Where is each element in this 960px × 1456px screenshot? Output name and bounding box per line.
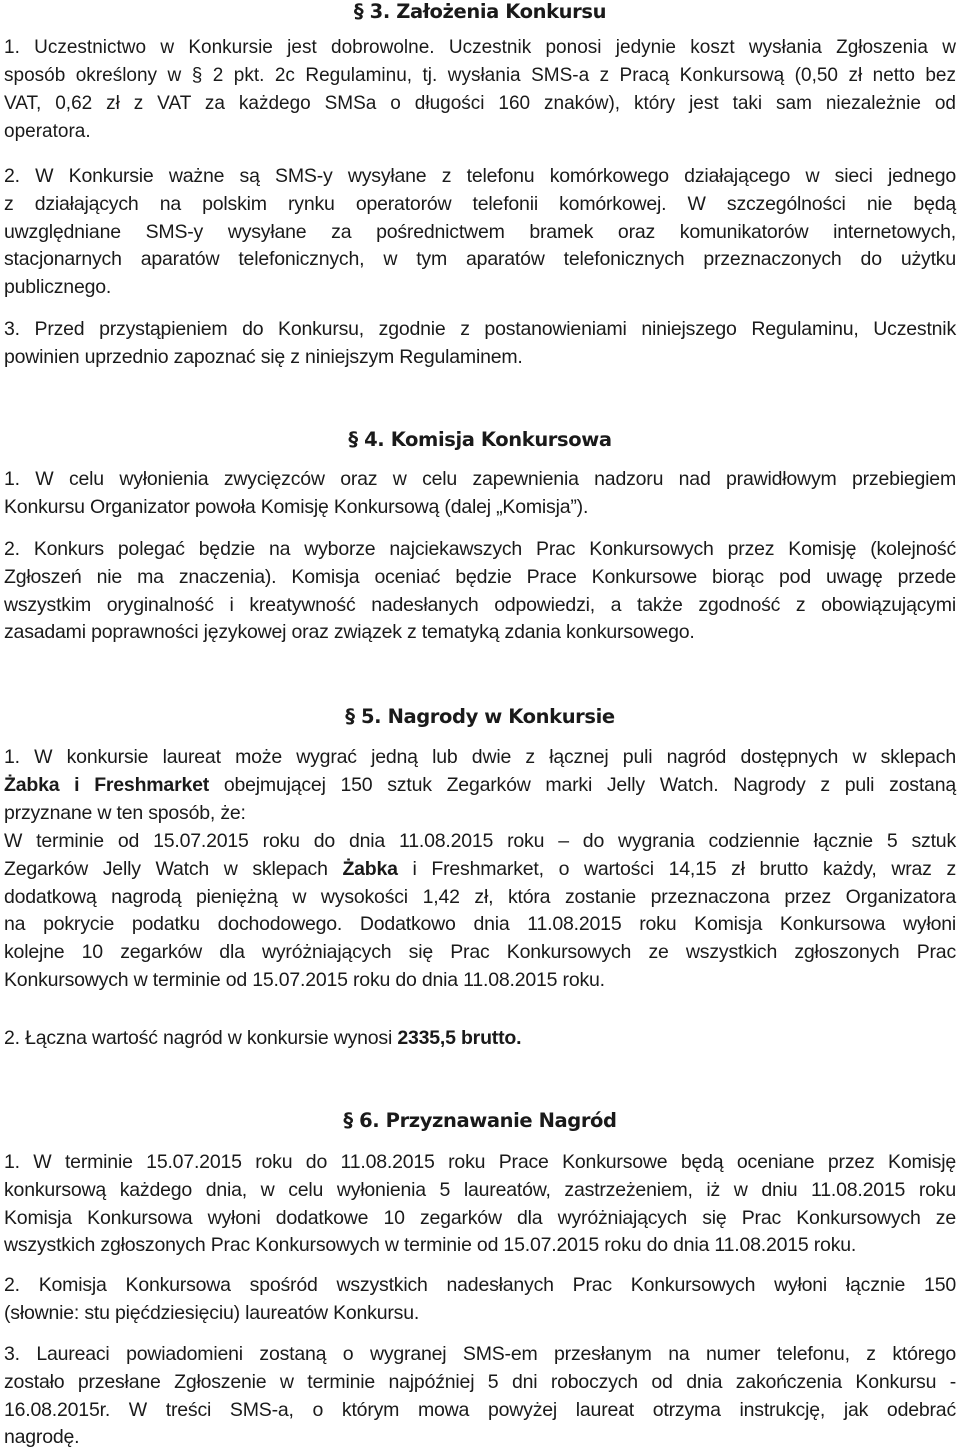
text-fragment: i Freshmarket, o wartości 14,15 zł brutto każdy, wraz z (397, 857, 956, 880)
text-line: (słownie: stu pięćdziesięciu) laureatów Konkursu. (4, 1301, 420, 1324)
text-line (4, 856, 956, 884)
text-line: nagrodę. (4, 1426, 80, 1449)
text-line: 2. Komisja Konkursowa spośród wszystkich nadesłanych Prac Konkursowych wyłoni łącznie 150 (4, 1274, 956, 1296)
s6-paragraph-3 (4, 1341, 956, 1452)
s4-paragraph-1 (4, 466, 956, 522)
text-line: dodatkową nagrodą pieniężną w wysokości 1,42 zł, która zostanie przeznaczona przez Organizatora (4, 885, 956, 908)
text-line: 2. Konkurs polegać będzie na wyborze najciekawszych Prac Konkursowych przez Komisję (kolejność (4, 538, 956, 560)
text-line: Komisja Konkursowa wyłoni dodatkowe 10 zegarków dla wyróżniających się Prac Konkursowych ze (4, 1206, 956, 1229)
text-line: zasadami poprawności językowej oraz związek z tematyką zdania konkursowego. (4, 621, 695, 644)
text-line: wszystkich zgłoszonych Prac Konkursowych w terminie od 15.07.2015 roku do dnia 11.08.2015 roku. (4, 1234, 857, 1257)
section-5-heading: § 5. Nagrody w Konkursie (345, 705, 615, 728)
text-line (4, 772, 956, 800)
section-4-heading: § 4. Komisja Konkursowa (348, 428, 612, 451)
store-name: Żabka (342, 857, 398, 880)
text-fragment: 2. Łączna wartość nagród w konkursie wynosi (4, 1027, 398, 1049)
text-line: Zgłoszeń nie ma znaczenia). Komisja oceniać będzie Prace Konkursowe biorąc pod uwagę przede (4, 565, 956, 588)
text-line: Konkursowych w terminie od 15.07.2015 roku do dnia 11.08.2015 roku. (4, 968, 605, 991)
text-line: przyznane w ten sposób, że: (4, 801, 246, 824)
store-names: Żabka i Freshmarket (4, 773, 210, 796)
text-line: 3. Przed przystąpieniem do Konkursu, zgodnie z postanowieniami niniejszego Regulaminu, Uczestnik (4, 318, 956, 340)
text-line: konkursową każdego dnia, w celu wyłonienia 5 laureatów, zastrzeżeniem, iż w dniu 11.08.2015 roku (4, 1178, 956, 1201)
text-line: operatora. (4, 121, 91, 142)
s5-paragraph-1 (4, 744, 956, 827)
s6-paragraph-1 (4, 1149, 956, 1260)
text-line: 1. Uczestnictwo w Konkursie jest dobrowolne. Uczestnik ponosi jedynie koszt wysłania Zgłoszenia w (4, 37, 956, 58)
text-line: publicznego. (4, 276, 112, 299)
text-line: wszystkim oryginalność i kreatywność nadesłanych odpowiedzi, a także zgodność z obowiązującymi (4, 593, 956, 616)
section-3-heading: § 3. Założenia Konkursu (353, 0, 607, 23)
s5-paragraph-1b (4, 828, 956, 995)
text-line: zostało przesłane Zgłoszenie w terminie najpóźniej 5 dni roboczych od dnia zakończenia Konkursu - (4, 1370, 956, 1393)
text-line: uwzględniane SMS-y wysyłane za pośrednictwem bramek oraz komunikatorów internetowych, (4, 220, 956, 243)
text-line: W terminie od 15.07.2015 roku do dnia 11.08.2015 roku – do wygrania codziennie łącznie 5 sztuk (4, 830, 956, 852)
text-line: kolejne 10 zegarków dla wyróżniających się Prac Konkursowych ze wszystkich zgłoszonych Prac (4, 941, 956, 964)
text-line: z działających na polskim rynku operatorów telefonii komórkowej. W szczególności nie będą (4, 192, 956, 215)
text-line: 1. W konkursie laureat może wygrać jedną lub dwie z łącznej puli nagród dostępnych w sklepach (4, 746, 956, 768)
s5-paragraph-2 (4, 1025, 956, 1053)
text-line: 2. W Konkursie ważne są SMS-y wysyłane z telefonu komórkowego działającego w sieci jednego (4, 165, 956, 187)
s6-paragraph-2 (4, 1272, 956, 1328)
text-line: 3. Laureaci powiadomieni zostaną o wygranej SMS-em przesłanym na numer telefonu, z którego (4, 1343, 956, 1365)
text-line: na pokrycie podatku dochodowego. Dodatkowo dnia 11.08.2015 roku Komisja Konkursowa wyłoni (4, 913, 956, 936)
s4-paragraph-2 (4, 536, 956, 647)
text-line: sposób określony w § 2 pkt. 2c Regulaminu, tj. wysłania SMS-a z Pracą Konkursową (0,50 zł netto bez (4, 65, 956, 86)
text-line: stacjonarnych aparatów telefonicznych, w tym aparatów telefonicznych przeznaczonych do użytku (4, 248, 956, 271)
text-line: 1. W terminie 15.07.2015 roku do 11.08.2015 roku Prace Konkursowe będą oceniane przez Komisję (4, 1151, 956, 1173)
text-fragment: Zegarków Jelly Watch w sklepach (4, 857, 343, 880)
s3-paragraph-2 (4, 163, 956, 302)
text-line: 1. W celu wyłonienia zwycięzców oraz w celu zapewnienia nadzoru nad prawidłowym przebiegiem (4, 468, 956, 490)
section-6-heading: § 6. Przyznawanie Nagród (343, 1109, 617, 1132)
text-line: powinien uprzednio zapoznać się z niniejszym Regulaminem. (4, 345, 523, 368)
text-line: 16.08.2015r. W treści SMS-a, o którym mowa powyżej laureat otrzyma instrukcję, jak odebrać (4, 1398, 956, 1421)
total-value: 2335,5 brutto. (397, 1027, 522, 1049)
text-line: VAT, 0,62 zł z VAT za każdego SMSa o długości 160 znaków), który jest taki sam niezależnie od (4, 93, 956, 114)
text-line: Konkursu Organizator powoła Komisję Konkursową (dalej „Komisja”). (4, 495, 589, 518)
s3-paragraph-1 (4, 34, 956, 146)
text-fragment: obejmującej 150 sztuk Zegarków marki Jelly Watch. Nagrody z puli zostaną (209, 773, 956, 796)
s3-paragraph-3 (4, 316, 956, 372)
